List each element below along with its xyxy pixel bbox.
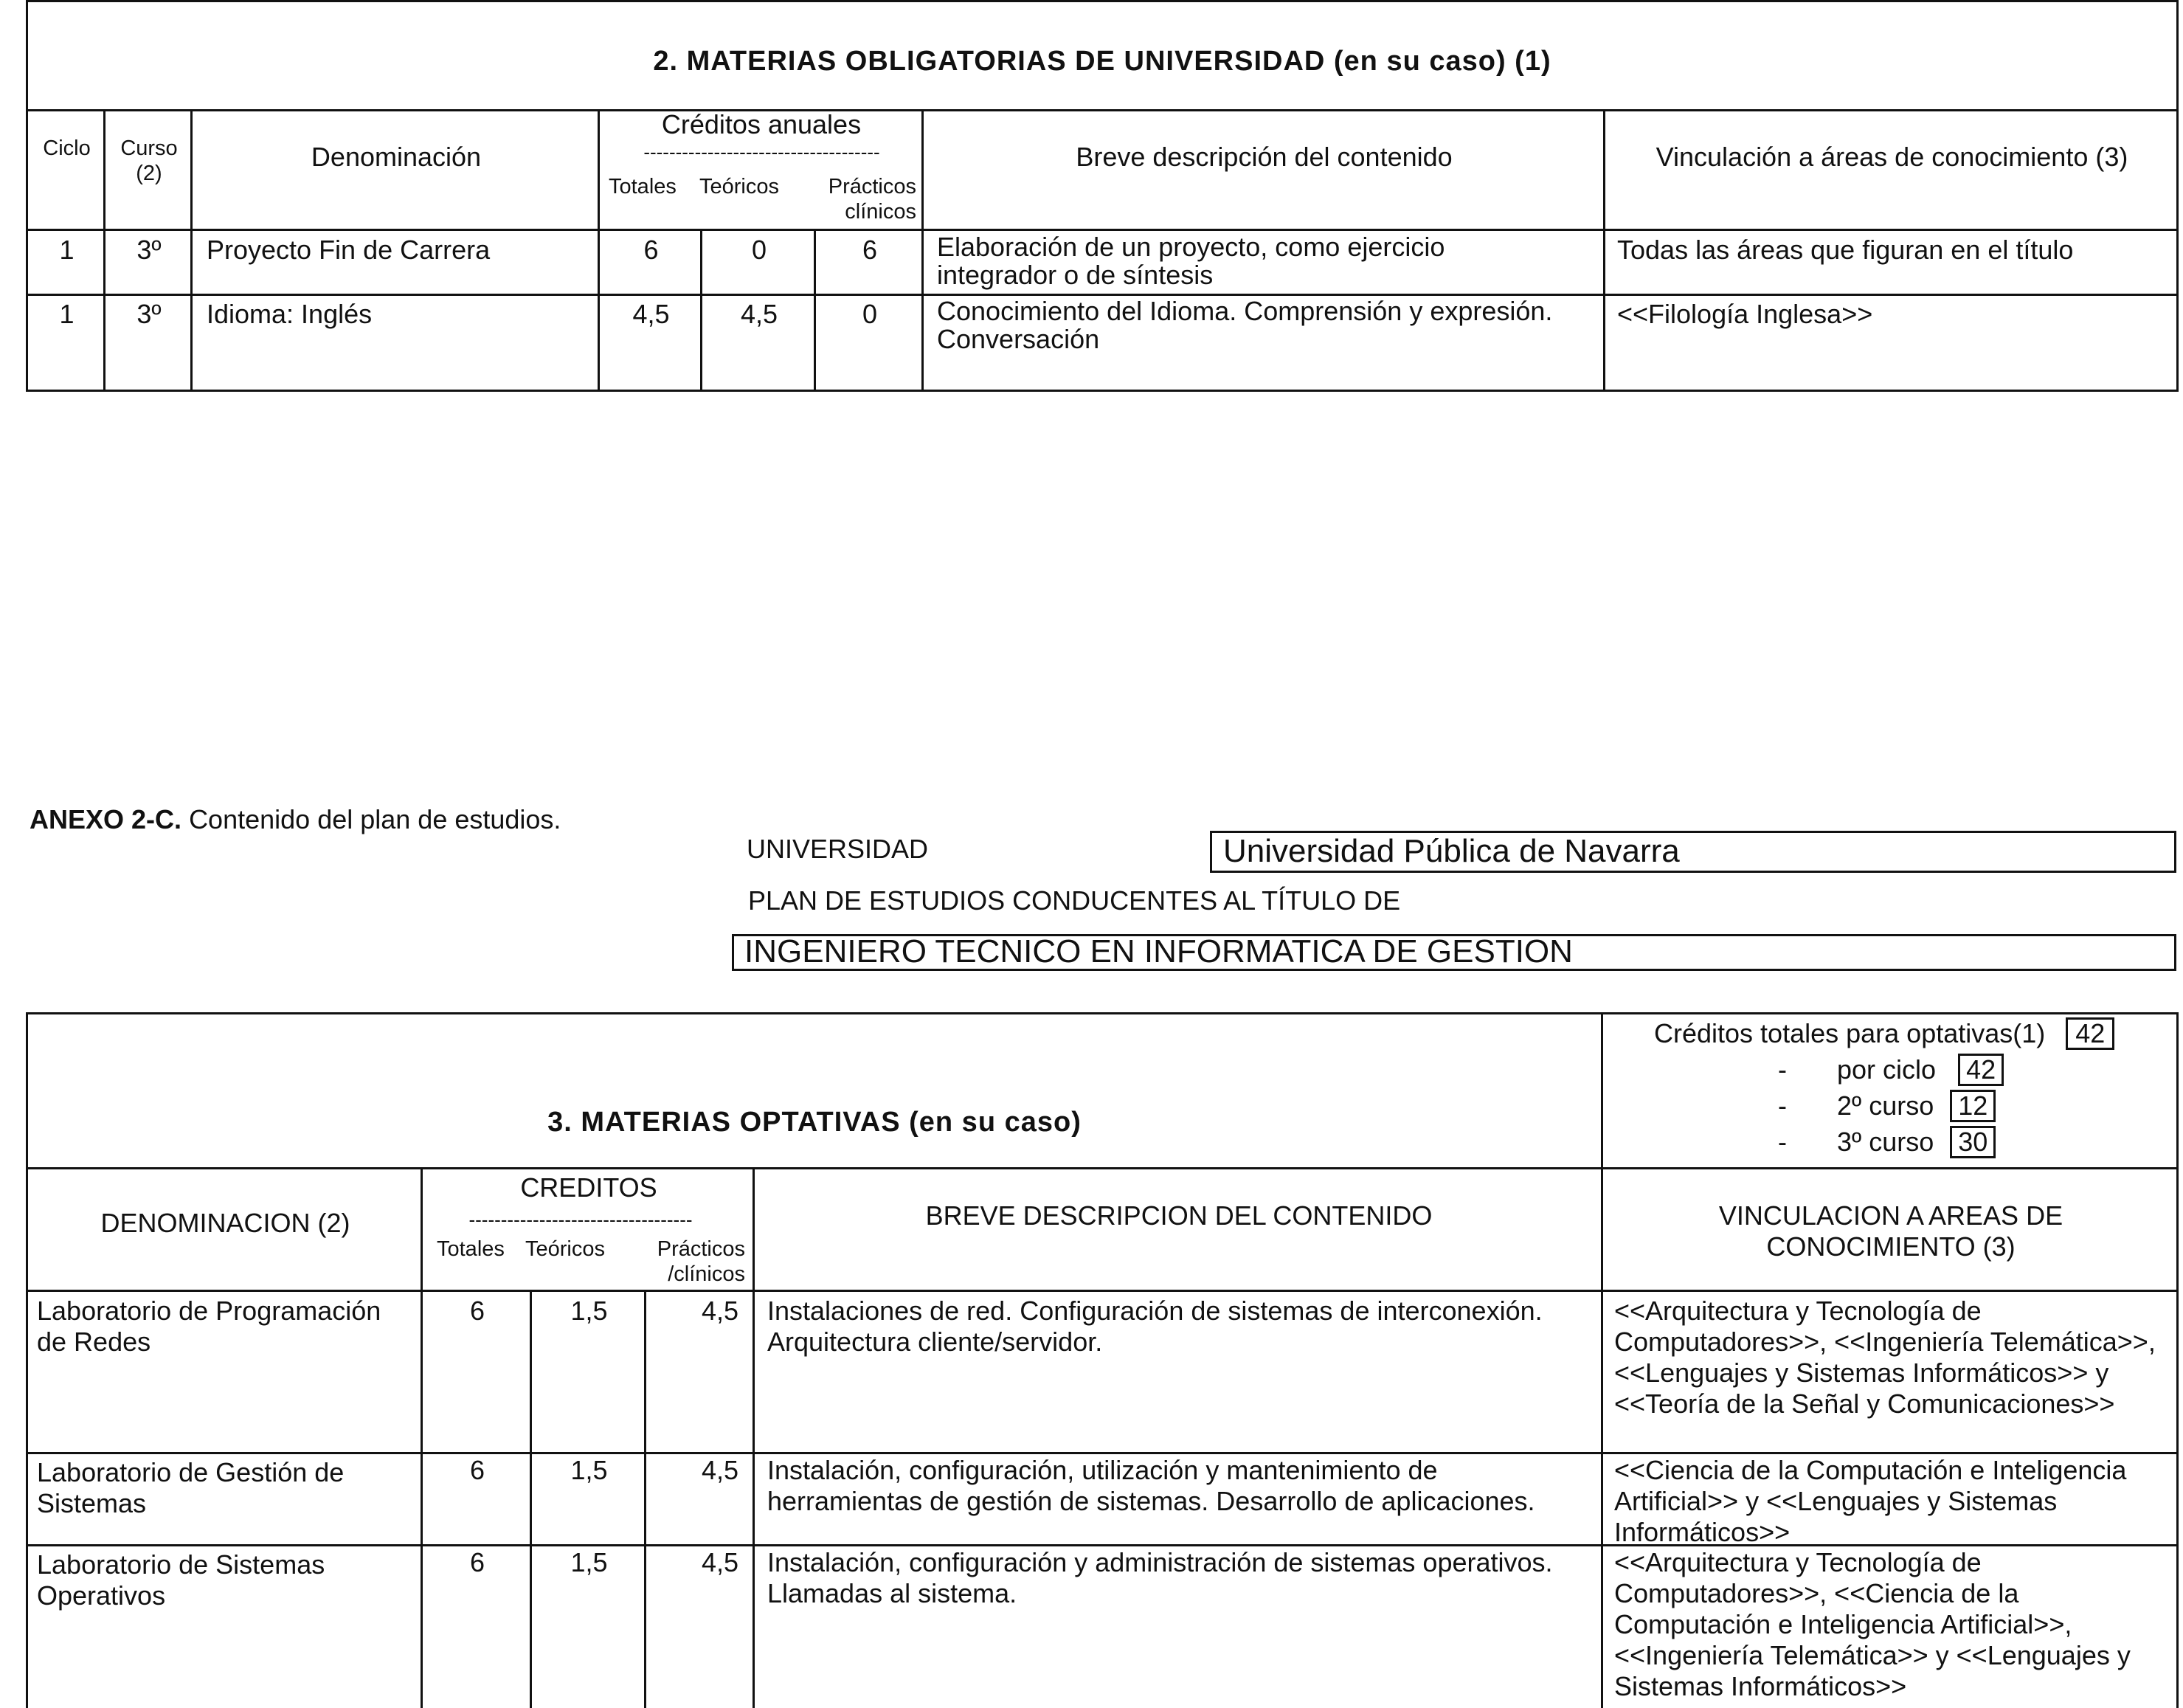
plan-label: PLAN DE ESTUDIOS CONDUCENTES AL TÍTULO DE bbox=[748, 885, 1401, 916]
sec3-vline bbox=[421, 1167, 423, 1708]
sec2-row2-totales: 4,5 bbox=[632, 299, 670, 329]
sec2-h-curso: Curso (2) bbox=[120, 136, 178, 185]
sec3-c3-value: 30 bbox=[1950, 1126, 1996, 1158]
sec2-h-vinculacion: Vinculación a áreas de conocimiento (3) bbox=[1656, 142, 2128, 172]
sec3-row2-descripcion: Instalación, configuración, utilización y mantenimiento de herramientas de gestión de sistemas. Desarrollo de aplicaciones. bbox=[767, 1455, 1535, 1516]
sec3-h-practicos: Prácticos /clínicos bbox=[657, 1237, 745, 1286]
sec3-row1-vinculacion: <<Arquitectura y Tecnología de Computadores>>, <<Ingeniería Telemática>>, <<Lenguajes y Sistemas Informáticos>> y <<Teoría de la Señal y Comunicaciones>> bbox=[1614, 1296, 2156, 1419]
sec3-row1-teoricos: 1,5 bbox=[570, 1296, 608, 1326]
sec3-row3-denominacion: Laboratorio de Sistemas Operativos bbox=[37, 1549, 325, 1611]
sec3-row1-practicos: 4,5 bbox=[701, 1296, 738, 1326]
sec3-row2-denominacion: Laboratorio de Gestión de Sistemas bbox=[37, 1457, 345, 1518]
sec3-h-denominacion: DENOMINACION (2) bbox=[100, 1208, 350, 1238]
sec3-row3-practicos: 4,5 bbox=[701, 1547, 738, 1577]
sec3-row3-totales: 6 bbox=[469, 1547, 485, 1577]
sec2-h-dashes: ------------------------------------- bbox=[643, 145, 880, 159]
sec2-title-divider bbox=[26, 109, 2179, 111]
sec3-h-descripcion: BREVE DESCRIPCION DEL CONTENIDO bbox=[925, 1200, 1433, 1231]
sec3-row1-descripcion: Instalaciones de red. Configuración de sistemas de interconexión. Arquitectura cliente/servidor. bbox=[767, 1296, 1543, 1357]
sec3-row2-teoricos: 1,5 bbox=[570, 1455, 608, 1485]
sec3-h-totales: Totales bbox=[437, 1237, 505, 1261]
sec3-ciclo-value: 42 bbox=[1958, 1054, 2004, 1086]
sec3-totals-c3: - 3º curso 30 bbox=[1778, 1126, 1996, 1158]
sec3-h-vinculacion: VINCULACION A AREAS DE CONOCIMIENTO (3) bbox=[1718, 1200, 2063, 1262]
sec2-h-practicos: Prácticos clínicos bbox=[828, 175, 916, 224]
sec2-row2-teoricos: 4,5 bbox=[740, 299, 778, 329]
sec3-totals-c2: - 2º curso 12 bbox=[1778, 1090, 1996, 1122]
universidad-label: UNIVERSIDAD bbox=[747, 834, 929, 864]
sec3-row2-vinculacion: <<Ciencia de la Computación e Inteligencia Artificial>> y <<Lenguajes y Sistemas Informáticos>> bbox=[1614, 1455, 2127, 1547]
sec2-h-totales: Totales bbox=[609, 175, 677, 198]
sec3-title: 3. MATERIAS OPTATIVAS (en su caso) bbox=[547, 1107, 1082, 1138]
sec3-totals-ciclo: - por ciclo 42 bbox=[1778, 1054, 2004, 1086]
sec2-h-denominacion: Denominación bbox=[311, 142, 482, 172]
sec3-vline bbox=[644, 1290, 646, 1708]
sec2-row1-totales: 6 bbox=[643, 235, 659, 265]
sec3-row1-denominacion: Laboratorio de Programación de Redes bbox=[37, 1296, 381, 1357]
sec3-row3-teoricos: 1,5 bbox=[570, 1547, 608, 1577]
sec2-row1-denominacion: Proyecto Fin de Carrera bbox=[207, 235, 491, 265]
sec3-row2-practicos: 4,5 bbox=[701, 1455, 738, 1485]
sec3-vline bbox=[530, 1290, 532, 1708]
sec3-vline bbox=[753, 1167, 755, 1708]
sec2-h-creditos: Créditos anuales bbox=[661, 109, 862, 139]
sec3-row3-descripcion: Instalación, configuración y administración de sistemas operativos. Llamadas al sistema. bbox=[767, 1547, 1553, 1608]
sec2-row1-practicos: 6 bbox=[862, 235, 878, 265]
sec2-row2-practicos: 0 bbox=[862, 299, 878, 329]
sec2-header-divider bbox=[26, 229, 2179, 231]
sec2-h-teoricos: Teóricos bbox=[699, 175, 779, 198]
sec3-totals-value: 42 bbox=[2066, 1017, 2114, 1050]
sec2-row1-curso: 3º bbox=[136, 235, 162, 265]
sec2-row2-denominacion: Idioma: Inglés bbox=[207, 299, 373, 329]
sec3-title-vline bbox=[1601, 1012, 1603, 1708]
sec3-totals-label: Créditos totales para optativas(1) 42 bbox=[1654, 1017, 2114, 1050]
sec3-row-divider bbox=[26, 1452, 2179, 1454]
sec3-h-dashes: ----------------------------------- bbox=[468, 1212, 693, 1227]
sec2-h-descripcion: Breve descripción del contenido bbox=[1076, 142, 1453, 172]
sec2-row1-descripcion: Elaboración de un proyecto, como ejercicio integrador o de síntesis bbox=[937, 232, 1445, 290]
sec3-h-teoricos: Teóricos bbox=[525, 1237, 605, 1261]
anexo-label: ANEXO 2-C. Contenido del plan de estudios. bbox=[30, 804, 561, 834]
universidad-field: Universidad Pública de Navarra bbox=[1210, 831, 2176, 873]
sec3-h-creditos: CREDITOS bbox=[520, 1172, 657, 1203]
sec3-title-divider bbox=[26, 1167, 2179, 1169]
sec2-row1-vinculacion: Todas las áreas que figuran en el título bbox=[1617, 235, 2074, 265]
sec3-header-divider bbox=[26, 1290, 2179, 1292]
sec2-row2-vinculacion: <<Filología Inglesa>> bbox=[1617, 299, 1873, 329]
sec3-row3-vinculacion: <<Arquitectura y Tecnología de Computadores>>, <<Ciencia de la Computación e Inteligencia Artificial>>, <<Ingeniería Telemática>> y <<Lenguajes y Sistemas Informáticos>> bbox=[1614, 1547, 2131, 1701]
sec2-row1-teoricos: 0 bbox=[751, 235, 767, 265]
sec2-row2-ciclo: 1 bbox=[59, 299, 75, 329]
titulo-field: INGENIERO TECNICO EN INFORMATICA DE GESTION bbox=[732, 934, 2176, 971]
sec2-row1-ciclo: 1 bbox=[59, 235, 75, 265]
sec2-row2-curso: 3º bbox=[136, 299, 162, 329]
sec3-c2-value: 12 bbox=[1950, 1090, 1996, 1122]
sec2-h-ciclo: Ciclo bbox=[43, 136, 91, 160]
sec2-vline bbox=[1603, 109, 1605, 392]
sec2-row2-descripcion: Conocimiento del Idioma. Comprensión y expresión. Conversación bbox=[937, 296, 1553, 354]
sec2-title: 2. MATERIAS OBLIGATORIAS DE UNIVERSIDAD (en su caso) (1) bbox=[653, 46, 1551, 77]
sec3-row1-totales: 6 bbox=[469, 1296, 485, 1326]
sec3-row2-totales: 6 bbox=[469, 1455, 485, 1485]
